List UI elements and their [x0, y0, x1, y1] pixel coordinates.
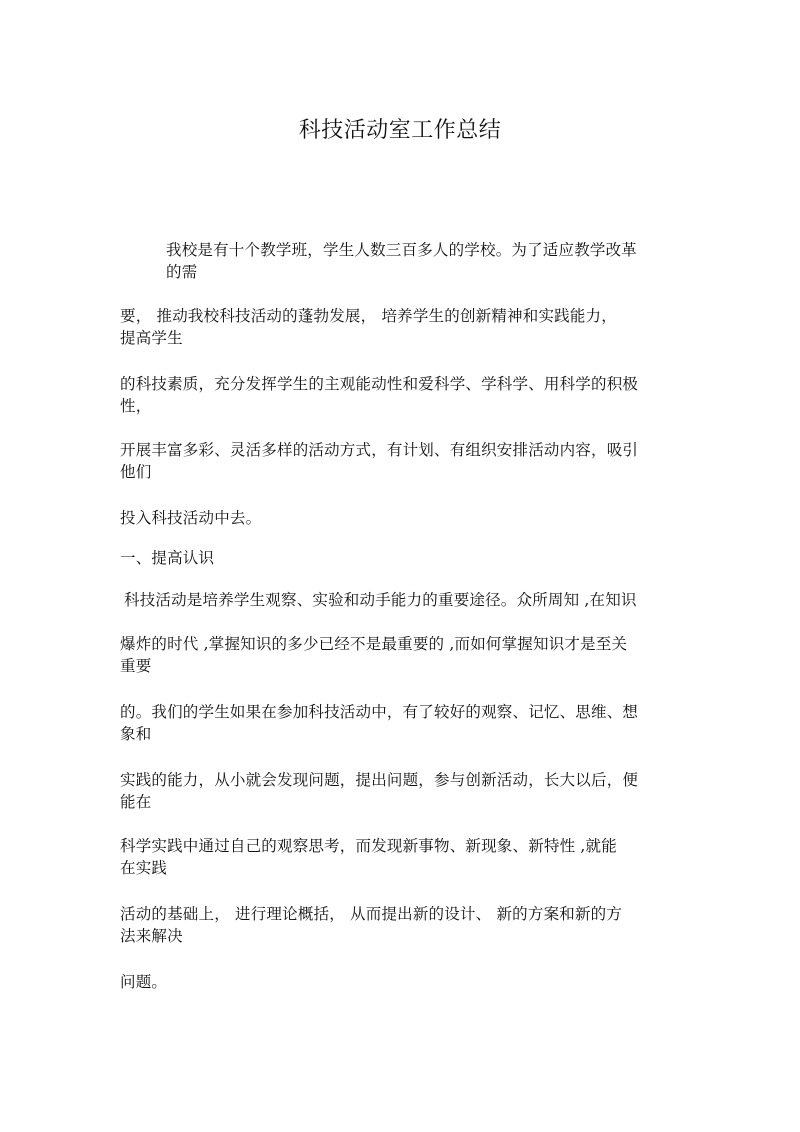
text-line: 象和: [120, 725, 152, 743]
text-line: 的科技素质，充分发挥学生的主观能动性和爱科学、学科学、用科学的积极: [120, 375, 639, 393]
text-line: 实践的能力，从小就会发现问题，提出问题，参与创新活动，长大以后，便: [120, 771, 639, 789]
text-line: 我校是有十个教学班，学生人数三百多人的学校。为了适应教学改革: [166, 241, 638, 259]
text-line: 开展丰富多彩、灵活多样的活动方式，有计划、有组织安排活动内容，吸引: [120, 441, 639, 459]
text-line: 科技活动是培养学生观察、实验和动手能力的重要途径。众所周知 ,在知识: [124, 591, 637, 609]
text-line: 要， 推动我校科技活动的蓬勃发展， 培养学生的创新精神和实践能力，: [120, 307, 617, 325]
text-line: 投入科技活动中去。: [120, 509, 262, 527]
text-line: 爆炸的时代 ,掌握知识的多少已经不是最重要的 ,而如何掌握知识才是至关: [120, 635, 628, 653]
text-line: 的。我们的学生如果在参加科技活动中，有了较好的观察、记忆、思维、想: [120, 703, 639, 721]
text-line: 法来解决: [120, 927, 183, 945]
text-line: 性，: [120, 397, 152, 415]
document-title: 科技活动室工作总结: [298, 118, 502, 143]
text-line: 的需: [166, 263, 198, 281]
text-line: 问题。: [120, 973, 168, 991]
text-line: 他们: [120, 463, 152, 481]
text-line: 在实践: [120, 859, 168, 877]
section-heading: 一、提高认识: [120, 549, 215, 567]
text-line: 提高学生: [120, 329, 183, 347]
text-line: 科学实践中通过自己的观察思考，而发现新事物、新现象、新特性 ,就能: [120, 837, 617, 855]
text-line: 活动的基础上， 进行理论概括， 从而提出新的设计、 新的方案和新的方: [120, 905, 623, 923]
text-line: 重要: [120, 657, 152, 675]
text-line: 能在: [120, 793, 152, 811]
